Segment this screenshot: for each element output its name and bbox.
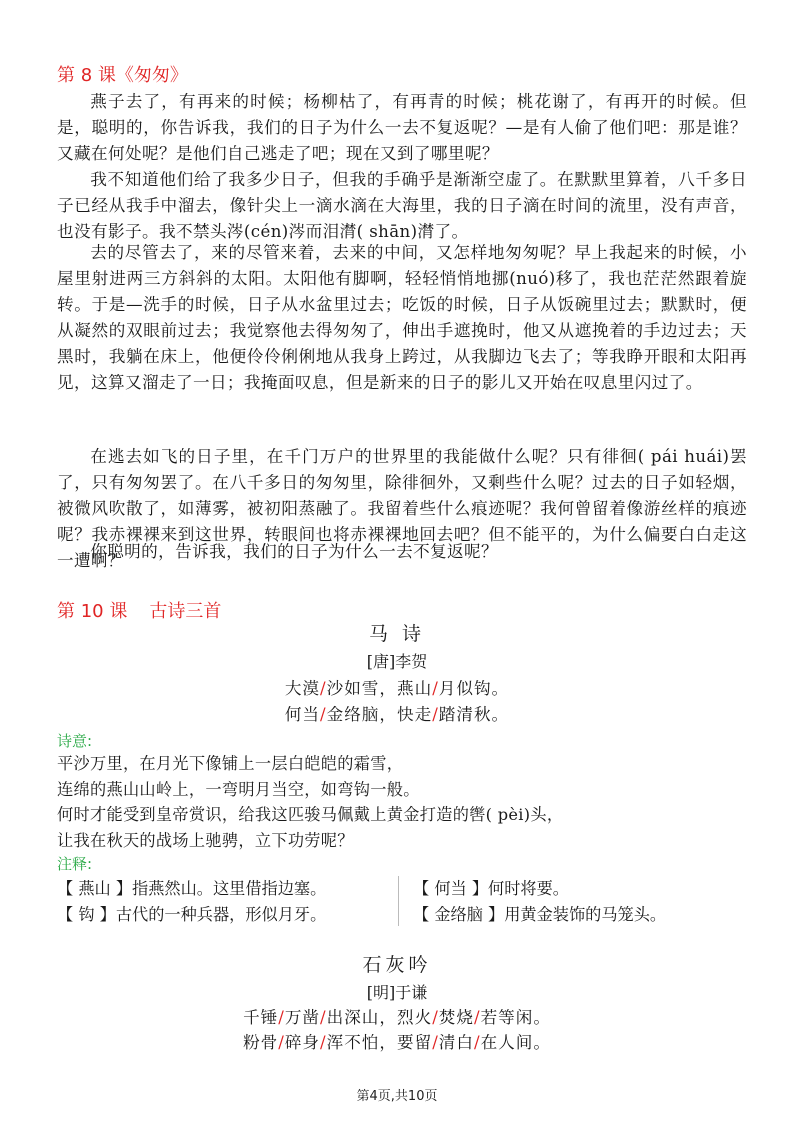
pause-slash: / <box>278 1033 285 1052</box>
poem-segment: 粉骨 <box>243 1033 279 1052</box>
poem-segment: 月似钩。 <box>438 679 510 698</box>
poem-segment: 沙如雪，燕山 <box>326 679 433 698</box>
poem-segment: 碎身 <box>284 1033 321 1052</box>
note-hedang: 【 何当 】何时将要。 <box>413 879 569 898</box>
pause-slash: / <box>432 679 439 698</box>
pause-slash: / <box>320 1008 327 1027</box>
poem-segment: 浑不怕，要留 <box>326 1033 433 1052</box>
poem-segment: 千锤 <box>243 1008 279 1027</box>
meaning-line: 让我在秋天的战场上驰骋，立下功劳呢？ <box>57 830 354 850</box>
pause-slash: / <box>320 1033 327 1052</box>
lesson8-paragraph-3: 去的尽管去了，来的尽管来着，去来的中间，又怎样地匆匆呢？早上我起来的时候，小屋里射进两三方斜斜的太阳。太阳他有脚啊，轻轻悄悄地挪(nuó)移了，我也茫茫然跟着旋转。于是—洗手的时候，日子从水盆里过去；吃饭的时候，日子从饭碗里过去；默默时，便从凝然的双眼前过去；我觉察他去得匆匆了，伸出手遮挽时，他又从遮挽着的手边过去；天黑时，我躺在床上，他便伶伶俐俐地从我身上跨过，从我脚边飞去了；等我睁开眼和太阳再见，这算又溜走了一日；我掩面叹息，但是新来的日子的影儿又开始在叹息里闪过了。 <box>57 243 747 392</box>
meaning-line: 连绵的燕山山岭上，一弯明月当空，如弯钩一般。 <box>57 779 420 799</box>
poem-segment: 若等闲。 <box>480 1008 551 1027</box>
pause-slash: / <box>473 1008 481 1027</box>
poem-segment: 万凿 <box>284 1008 321 1027</box>
lesson10-number: 第 10 课 <box>57 601 128 622</box>
poem1-author: [唐]李贺 <box>366 652 428 671</box>
poem2-author: [明]于谦 <box>366 983 428 1002</box>
poem2-title: 石灰吟 <box>362 954 432 976</box>
pause-slash: / <box>473 1033 481 1052</box>
poem1-title: 马 诗 <box>368 623 426 645</box>
poem-segment: 何当 <box>284 705 321 724</box>
notes-divider <box>398 876 399 926</box>
lesson10-title: 古诗三首 <box>149 601 222 622</box>
pause-slash: / <box>320 705 327 724</box>
lesson8-heading: 第 8 课《匆匆》 <box>57 65 188 86</box>
meaning-line: 何时才能受到皇帝赏识，给我这匹骏马佩戴上黄金打造的辔( pèi)头， <box>57 805 564 824</box>
meaning-label: 诗意: <box>57 732 93 750</box>
poem-segment: 踏清秋。 <box>438 705 510 724</box>
notes-label: 注释: <box>57 855 93 873</box>
pause-slash: / <box>320 679 327 698</box>
poem-segment: 大漠 <box>284 679 321 698</box>
poem2-line-1 <box>0 1005 794 1030</box>
pause-slash: / <box>432 1008 439 1027</box>
lesson8-paragraph-1: 燕子去了，有再来的时候；杨柳枯了，有再青的时候；桃花谢了，有再开的时候。但是，聪明的，你告诉我，我们的日子为什么一去不复返呢？—是有人偷了他们吧：那是谁？又藏在何处呢？是他们自己逃走了吧；现在又到了哪里呢？ <box>57 92 747 163</box>
pause-slash: / <box>432 1033 439 1052</box>
meaning-line: 平沙万里，在月光下像铺上一层白皑皑的霜雪， <box>57 754 404 773</box>
pause-slash: / <box>432 705 439 724</box>
poem-segment: 出深山，烈火 <box>326 1008 433 1027</box>
page-number-footer: 第4页,共10页 <box>356 1089 438 1104</box>
poem2-line-2 <box>0 1030 794 1055</box>
poem1-line-1 <box>0 676 794 701</box>
poem-meaning <box>57 751 757 853</box>
poem1-line-2 <box>0 702 794 727</box>
note-yanshan: 【 燕山 】指燕然山。这里借指边塞。 <box>57 879 327 898</box>
lesson8-paragraph-5: 你聪明的，告诉我，我们的日子为什么一去不复返呢？ <box>90 542 499 561</box>
lesson8-paragraph-2: 我不知道他们给了我多少日子，但我的手确乎是渐渐空虚了。在默默里算着，八千多日子已经从我手中溜去，像针尖上一滴水滴在大海里，我的日子滴在时间的流里，没有声音，也没有影子。我不禁头涔(cén)涔而泪潸( shān)潸了。 <box>57 170 747 241</box>
poem-segment: 清白 <box>438 1033 474 1052</box>
poem-segment: 金络脑，快走 <box>326 705 433 724</box>
note-gou: 【 钩 】古代的一种兵器，形似月牙。 <box>57 905 327 924</box>
poem-segment: 在人间。 <box>480 1033 551 1052</box>
pause-slash: / <box>278 1008 285 1027</box>
poem-segment: 焚烧 <box>438 1008 474 1027</box>
note-jinluonao: 【 金络脑 】用黄金装饰的马笼头。 <box>413 905 667 924</box>
lesson8-paragraph-4: 在逃去如飞的日子里，在千门万户的世界里的我能做什么呢？只有徘徊( pái huái)罢了，只有匆匆罢了。在八千多日的匆匆里，除徘徊外，又剩些什么呢？过去的日子如轻烟，被微风吹散了，如薄雾，被初阳蒸融了。我留着些什么痕迹呢？我何曾留着像游丝样的痕迹呢？我赤裸裸来到这世界，转眼间也将赤裸裸地回去吧？但不能平的，为什么偏要白白走这一遭啊？ <box>57 447 747 570</box>
